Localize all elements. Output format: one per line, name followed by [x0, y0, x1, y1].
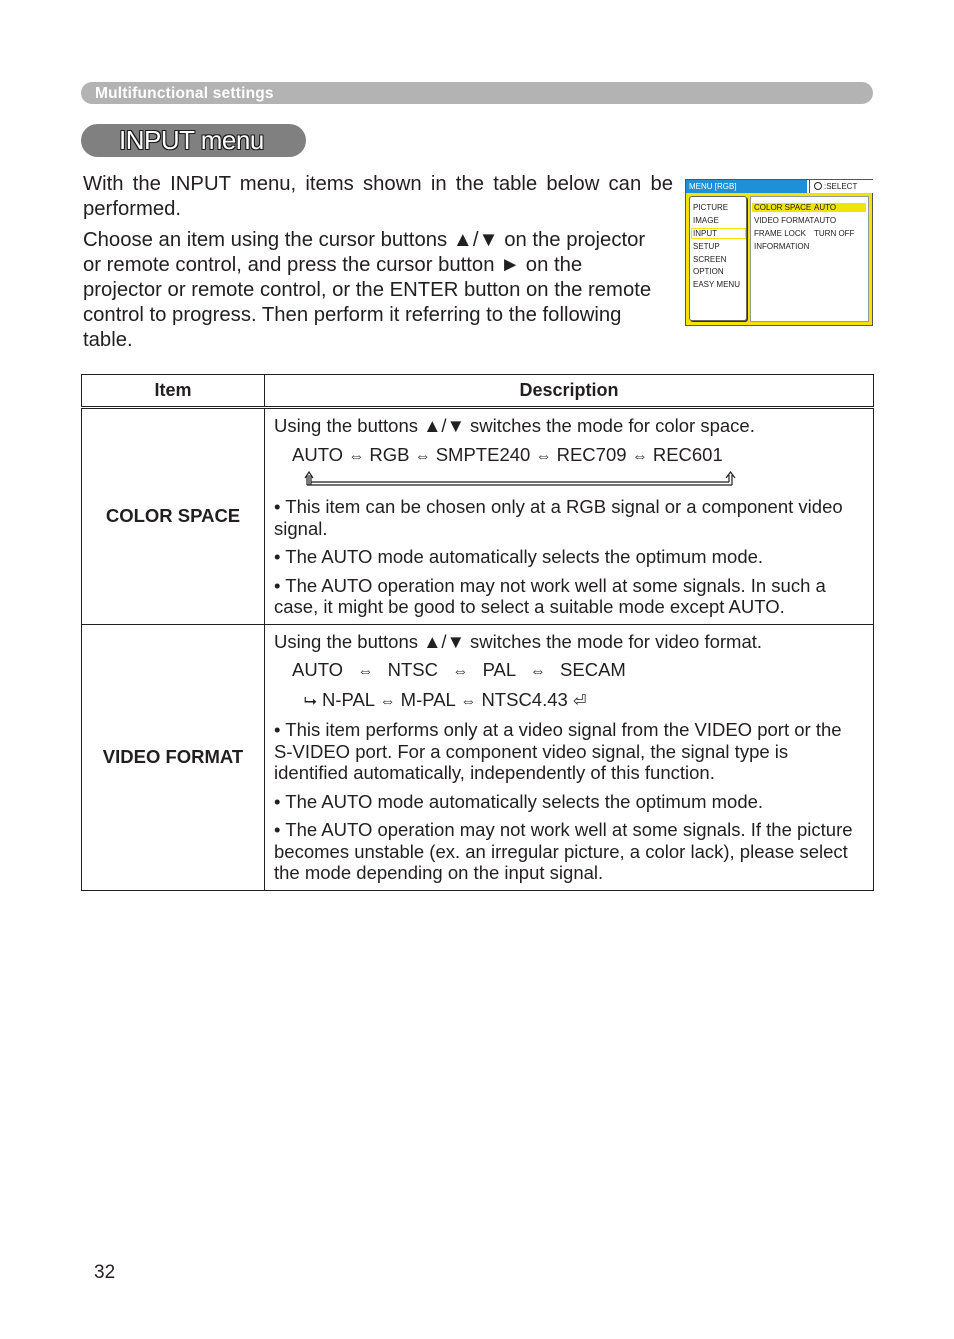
bidirectional-arrow-icon: ⇔ [379, 692, 396, 710]
page-title-pill [81, 124, 306, 157]
mode-value: SECAM [560, 659, 626, 680]
mode-value: REC709 [556, 443, 627, 465]
mode-value: NTSC4.43 [481, 688, 568, 710]
osd-submenu [750, 196, 869, 322]
bidirectional-arrow-icon: ⇔ [452, 663, 469, 680]
osd-submenu-value: TURN OFF [814, 229, 855, 238]
column-header-description: Description [265, 375, 874, 408]
osd-menu-item-setup: SETUP [693, 242, 720, 251]
intro-text [83, 172, 673, 359]
osd-submenu-row [752, 203, 866, 212]
mode-value: AUTO [292, 443, 344, 465]
osd-submenu-row [754, 242, 809, 251]
item-cell: VIDEO FORMAT [82, 624, 265, 890]
osd-menu-item-image: IMAGE [693, 216, 719, 225]
description-note: • This item performs only at a video signal from the VIDEO port or the S-VIDEO port. For a component video signal, the signal type is identified automatically, independently of this function. [274, 719, 842, 783]
osd-submenu-row [754, 216, 837, 225]
osd-menu-screenshot [685, 179, 873, 326]
wrap-left-up-arrow-icon: ⏎ [572, 692, 587, 710]
osd-select-hint [809, 180, 873, 193]
bidirectional-arrow-icon: ⇔ [414, 447, 431, 465]
bidirectional-arrow-icon: ⇔ [348, 447, 365, 465]
osd-submenu-item: FRAME LOCK [754, 229, 807, 238]
bidirectional-arrow-icon: ⇔ [357, 663, 374, 680]
section-header-bar [81, 82, 873, 104]
mode-value: RGB [369, 443, 410, 465]
osd-menu-item-picture: PICTURE [693, 203, 729, 212]
wrap-down-right-arrow-icon: ⮡ [304, 692, 317, 710]
intro-paragraph-1: With the INPUT menu, items shown in the table below can be performed. [83, 173, 673, 220]
column-header-item: Item [82, 375, 265, 408]
bidirectional-arrow-icon: ⇔ [460, 692, 477, 710]
select-button-icon [814, 182, 822, 190]
bidirectional-arrow-icon: ⇔ [631, 447, 648, 465]
description-cell [265, 408, 874, 625]
page-number: 32 [94, 1262, 116, 1283]
description-intro: Using the buttons ▲/▼ switches the mode for color space. [274, 415, 755, 436]
description-note: • This item can be chosen only at a RGB signal or a component video signal. [274, 496, 843, 539]
bidirectional-arrow-icon: ⇔ [529, 663, 546, 680]
mode-value: PAL [482, 659, 516, 680]
osd-submenu-value: AUTO [814, 203, 837, 212]
osd-menu-item-easy-menu: EASY MENU [693, 280, 740, 289]
loop-arrow-icon [274, 467, 754, 489]
input-menu-table [81, 374, 874, 891]
mode-value: SMPTE240 [435, 443, 531, 465]
description-note: • The AUTO mode automatically selects the optimum mode. [274, 790, 764, 812]
page-title: INPUT menu [119, 125, 264, 155]
osd-select-label: :SELECT [824, 182, 858, 191]
osd-submenu-item: COLOR SPACE [754, 203, 812, 212]
intro-paragraph-2: Choose an item using the cursor buttons ▲/▼ on the projector or remote control, and press the cursor button ► on the projector or remote control, or the ENTER button on the remote control to progress. Then perform it referring to the following table. [83, 229, 652, 351]
table-row-color-space [82, 408, 874, 625]
description-note: • The AUTO operation may not work well at some signals. If the picture becomes unstable (ex. an irregular picture, a color lack), please select the mode depending on the input signal. [274, 819, 853, 883]
osd-submenu-item: VIDEO FORMAT [754, 216, 815, 225]
mode-value: N-PAL [321, 688, 375, 710]
loop-back-arrow [274, 467, 865, 489]
mode-sequence [292, 444, 865, 468]
osd-menu-header: MENU [RGB] [686, 180, 807, 193]
item-cell: COLOR SPACE [82, 408, 265, 625]
mode-sequence [292, 659, 865, 683]
mode-value: M-PAL [400, 688, 456, 710]
osd-submenu-row [754, 229, 855, 238]
mode-value: NTSC [387, 659, 438, 680]
osd-menu-item-screen: SCREEN [693, 255, 727, 264]
osd-menu-item-input: INPUT [691, 228, 746, 239]
description-note: • The AUTO operation may not work well at some signals. In such a case, it might be good to select a suitable mode except AUTO. [274, 574, 826, 617]
table-row-video-format [82, 624, 874, 890]
osd-menu-body [686, 193, 872, 325]
osd-main-menu [689, 196, 747, 321]
description-intro: Using the buttons ▲/▼ switches the mode for video format. [274, 630, 763, 652]
description-cell [265, 624, 874, 890]
osd-submenu-value: AUTO [814, 216, 837, 225]
description-note: • The AUTO mode automatically selects the optimum mode. [274, 546, 764, 567]
table-header-row [82, 375, 874, 408]
mode-sequence-continued [304, 689, 865, 713]
mode-value: REC601 [652, 443, 723, 465]
osd-submenu-item: INFORMATION [754, 242, 810, 251]
bidirectional-arrow-icon: ⇔ [535, 447, 552, 465]
osd-menu-item-option: OPTION [693, 267, 724, 276]
section-title: Multifunctional settings [95, 85, 274, 102]
mode-value: AUTO [292, 659, 344, 680]
